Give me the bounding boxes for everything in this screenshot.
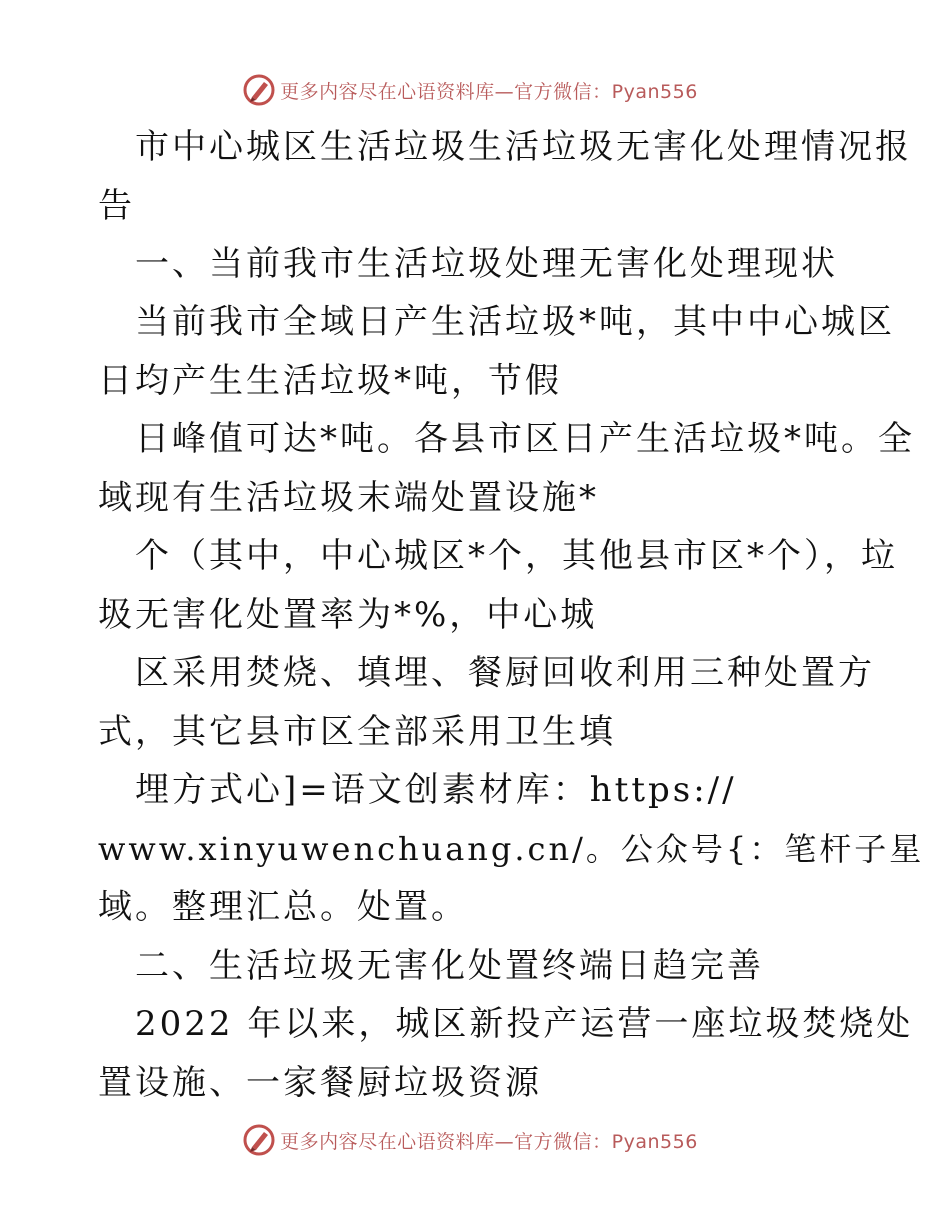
paragraph-line: 式，其它县市区全部采用卫生填	[98, 712, 616, 752]
section-heading-1: 一、当前我市生活垃圾处理无害化处理现状	[135, 244, 838, 284]
paragraph-line: 日均产生生活垃圾*吨，节假	[98, 361, 562, 401]
paragraph-line: 埋方式心]=语文创素材库：https://	[135, 770, 737, 810]
pen-logo-icon	[242, 1123, 276, 1157]
doc-title-line-1: 市中心城区生活垃圾生活垃圾无害化处理情况报	[135, 127, 912, 167]
paragraph-line: 域现有生活垃圾末端处置设施*	[98, 478, 599, 518]
paragraph-line: 区采用焚烧、填埋、餐厨回收利用三种处置方	[135, 653, 875, 693]
paragraph-line: 当前我市全域日产生活垃圾*吨，其中中心城区	[135, 302, 895, 342]
watermark-text: 更多内容尽在心语资料库—官方微信：Pyan556	[280, 1130, 698, 1153]
paragraph-line: www.xinyuwenchuang.cn/。公众号{：笔杆子星	[98, 830, 925, 868]
paragraph-line: 置设施、一家餐厨垃圾资源	[98, 1063, 542, 1103]
doc-title-line-2: 告	[98, 186, 135, 226]
watermark-text: 更多内容尽在心语资料库—官方微信：Pyan556	[280, 80, 698, 103]
paragraph-line: 域。整理汇总。处置。	[98, 887, 468, 927]
paragraph-line: 日峰值可达*吨。各县市区日产生活垃圾*吨。全	[135, 419, 915, 459]
watermark-group	[242, 1123, 698, 1157]
paragraph-line: 圾无害化处置率为*%，中心城	[98, 595, 598, 635]
paragraph-line: 个（其中，中心城区*个，其他县市区*个），垃	[135, 536, 898, 576]
section-heading-2: 二、生活垃圾无害化处置终端日趋完善	[135, 946, 764, 986]
footer-watermark	[0, 1120, 950, 1160]
paragraph-line: 2022 年以来，城区新投产运营一座垃圾焚烧处	[135, 1004, 914, 1044]
